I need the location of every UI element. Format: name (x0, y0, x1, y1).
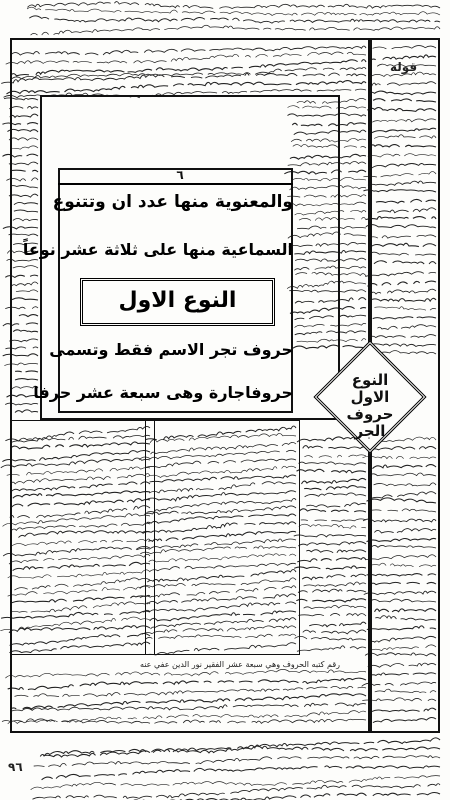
diamond-line-1: النوع (351, 371, 389, 389)
heading-line-5: حروفاجارة وهى سبعة عشر حرفا (33, 383, 293, 402)
lower-center-frame (145, 420, 300, 655)
lower-left-frame (10, 420, 155, 655)
heading-line-4: حروف تجر الاسم فقط وتسمى (49, 340, 293, 359)
diamond-line-3: الجر (354, 422, 386, 440)
footer-note: رقم كتبه الحروف وهي سبعة عشر الفقير نور الدين عفي عنه (139, 660, 341, 669)
header-divider (58, 183, 293, 185)
diamond-label (327, 372, 413, 440)
diamond-line-2: الاول حروف (346, 388, 394, 423)
heading-line-1: والمعنوية منها عدد ان وتتنوع (52, 192, 293, 212)
top-right-note: قوله (390, 60, 418, 74)
heading-line-2: السماعية منها على ثلاثة عشر نوعاً (22, 240, 293, 259)
section-title: النوع الاول (118, 288, 237, 313)
folio-number: ٩٦ (8, 760, 23, 774)
page-number: ٦ (176, 168, 184, 182)
